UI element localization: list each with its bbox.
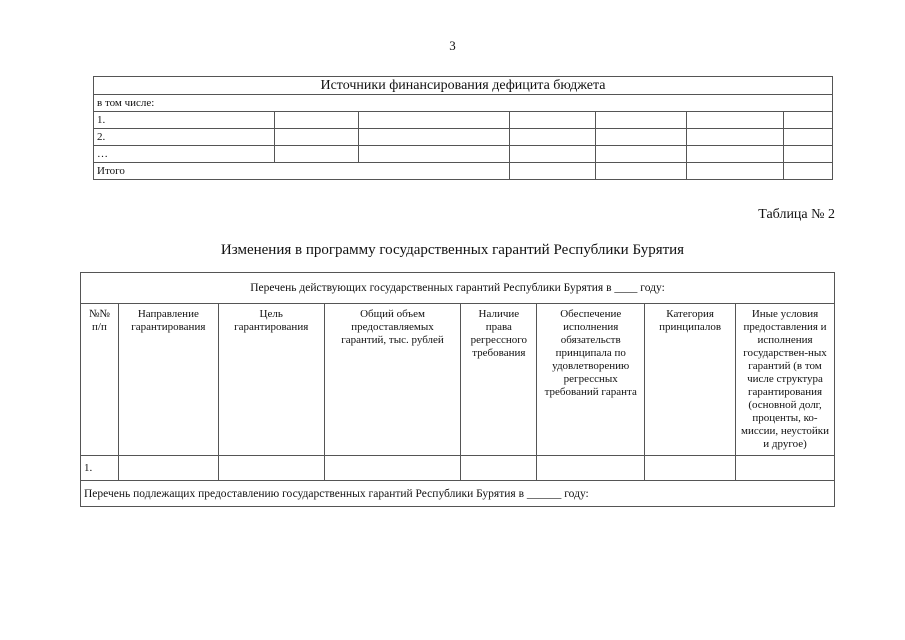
total-label: Итого bbox=[94, 163, 510, 180]
table-row bbox=[94, 112, 833, 129]
total-row bbox=[94, 163, 833, 180]
row-label: 1. bbox=[94, 112, 275, 129]
row-label: … bbox=[94, 146, 275, 163]
col-principal-category: Категория принципалов bbox=[645, 304, 736, 456]
row-number: 1. bbox=[81, 456, 119, 481]
col-number: №№ п/п bbox=[81, 304, 119, 456]
financing-sources-table bbox=[93, 76, 833, 180]
current-guarantees-heading: Перечень действующих государственных гарантий Республики Бурятия в ____ году: bbox=[81, 273, 835, 304]
page-number: 3 bbox=[449, 38, 456, 53]
col-other-conditions: Иные условия предоставления и исполнения государствен-ных гарантий (в том числе структура гарантирования (основной долг, проценты, ко-миссии, неустойки и другое) bbox=[736, 304, 835, 456]
col-total-volume: Общий объем предоставляемых гарантий, тыс. рублей bbox=[324, 304, 461, 456]
table-number-label: Таблица № 2 bbox=[758, 207, 835, 222]
col-security: Обеспечение исполнения обязательств принципала по удовлетворению регрессных требований гаранта bbox=[537, 304, 645, 456]
financing-sources-title: Источники финансирования дефицита бюджета bbox=[94, 77, 833, 95]
column-headers bbox=[81, 304, 835, 456]
table-row bbox=[81, 456, 835, 481]
planned-guarantees-heading: Перечень подлежащих предоставлению государственных гарантий Республики Бурятия в ______ году: bbox=[81, 481, 835, 507]
col-recourse-right: Наличие права регрессного требования bbox=[461, 304, 537, 456]
guarantees-table bbox=[80, 272, 835, 507]
table-row bbox=[94, 146, 833, 163]
row-label: 2. bbox=[94, 129, 275, 146]
col-direction: Направление гарантирования bbox=[118, 304, 218, 456]
table-row bbox=[94, 129, 833, 146]
table-caption: Изменения в программу государственных гарантий Республики Бурятия bbox=[220, 242, 685, 258]
col-purpose: Цель гарантирования bbox=[218, 304, 324, 456]
including-label: в том числе: bbox=[94, 95, 833, 112]
